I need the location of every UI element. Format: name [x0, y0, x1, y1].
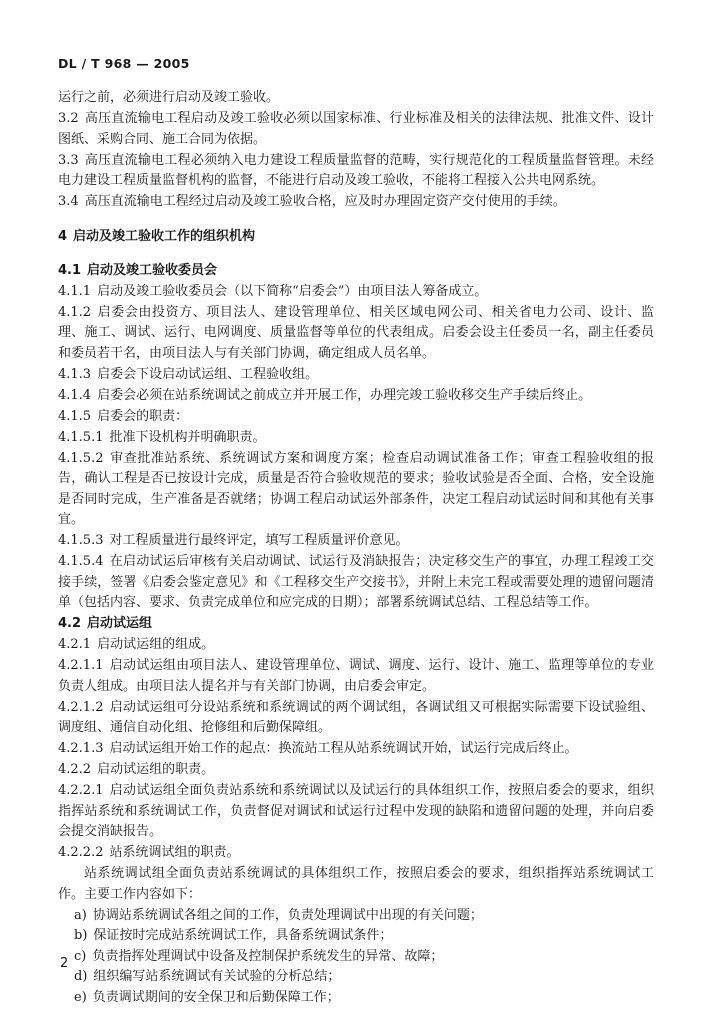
clause-number: 4.2.1.2	[58, 699, 104, 715]
clause-text: 启委会必须在站系统调试之前成立并开展工作，办理完竣工验收移交生产手续后终止。	[97, 387, 592, 403]
clause-text: 启动及竣工验收委员会	[87, 262, 218, 278]
list-item	[58, 926, 654, 947]
document-body	[58, 88, 654, 1008]
clause-number: 4.1.5.4	[58, 554, 104, 569]
clause-paragraph	[58, 656, 654, 697]
page-number: 2	[60, 956, 69, 971]
clause-text: 高压直流输电工程经过启动及竣工验收合格，应及时办理固定资产交付使用的手续。	[84, 194, 566, 209]
clause-number: 4.1	[58, 262, 82, 278]
clause-number: 4	[58, 228, 68, 244]
clause-number: c)	[74, 948, 87, 964]
clause-paragraph	[58, 635, 654, 656]
clause-number: 4.2.1.1	[58, 658, 104, 673]
clause-number: a)	[74, 907, 87, 923]
clause-number: 4.2.2	[58, 762, 92, 777]
clause-paragraph	[58, 864, 654, 905]
clause-paragraph	[58, 531, 654, 552]
clause-number: 3.4	[58, 194, 79, 209]
clause-number: 4.2.1.3	[58, 741, 104, 756]
clause-text: 启动试运组的职责。	[97, 762, 215, 777]
clause-number: 4.2.1	[58, 637, 92, 652]
clause-number: e)	[74, 989, 87, 1005]
clause-number: 4.1.3	[58, 366, 92, 382]
clause-text: 高压直流输电工程必须纳入电力建设工程质量监督的范畴，实行规范化的工程质量监督管理。未经电力建设工程质量监督机构的监督，不能进行启动及竣工验收，不能将工程接入公共电网系统。	[58, 152, 654, 188]
clause-text: 启委会下设启动试运组、工程验收组。	[97, 366, 319, 382]
clause-text: 负责指挥处理调试中设备及控制保护系统发生的异常、故障；	[92, 948, 444, 964]
clause-text: 启动及竣工验收工作的组织机构	[73, 228, 256, 244]
clause-text: 在启动试运后审核有关启动调试、试运行及消缺报告；决定移交生产的事宜，办理工程竣工交接手续，签署《启委会鉴定意见》和《工程移交生产交接书》，并附上未完工程或需要处理的遗留问题清单（包括内容、要求、负责完成单位和应完成的日期）；部署系统调试总结、工程总结等工作。	[58, 554, 654, 610]
clause-paragraph	[58, 428, 654, 449]
clause-text: 启动试运组的组成。	[97, 637, 215, 652]
clause-paragraph	[58, 552, 654, 614]
clause-number: 4.1.5	[58, 408, 92, 424]
list-item	[58, 906, 654, 927]
clause-text: 批准下设机构并明确职责。	[109, 429, 266, 445]
clause-paragraph	[58, 698, 654, 739]
clause-paragraph	[58, 282, 654, 303]
clause-text: 协调站系统调试各组之间的工作，负责处理调试中出现的有关问题；	[92, 907, 483, 923]
clause-number: 4.1.2	[58, 304, 92, 320]
clause-text: 组织编写站系统调试有关试验的分析总结；	[93, 969, 341, 984]
clause-number: d)	[74, 969, 88, 984]
clause-paragraph	[58, 192, 654, 213]
clause-text: 启委会由投资方、项目法人、建设管理单位、相关区域电网公司、相关省电力公司、设计、监理、施工、调试、运行、电网调度、质量监督等单位的代表组成。启委会设主任委员一名，副主任委员和委员若干名，由项目法人与有关部门协调，确定组成人员名单。	[58, 304, 654, 361]
clause-number: 4.2	[58, 616, 82, 631]
clause-paragraph	[58, 109, 654, 150]
clause-number: 4.1.5.2	[58, 450, 104, 466]
list-item	[58, 947, 654, 968]
clause-number: 4.2.2.1	[58, 783, 104, 798]
clause-text: 运行之前，必须进行启动及竣工验收。	[58, 90, 280, 105]
clause-text: 站系统调试组全面负责站系统调试的具体组织工作，按照启委会的要求，组织指挥站系统调试工作。主要工作内容如下：	[58, 866, 654, 902]
clause-number: 4.1.1	[58, 283, 92, 299]
clause-number: 3.3	[58, 152, 79, 168]
clause-paragraph	[58, 760, 654, 781]
section-heading	[58, 614, 654, 635]
clause-paragraph	[58, 843, 654, 864]
clause-number: 4.2.2.2	[58, 845, 104, 860]
clause-text: 启动试运组可分设站系统和系统调试的两个调试组，各调试组又可根据实际需要下设试验组、调度组、通信自动化组、抢修组和后勤保障组。	[58, 699, 654, 735]
clause-number: b)	[74, 928, 88, 943]
clause-text: 站系统调试组的职责。	[109, 845, 240, 860]
clause-paragraph	[58, 386, 654, 407]
clause-number: 4.1.4	[58, 387, 92, 403]
clause-paragraph	[58, 781, 654, 843]
clause-paragraph	[58, 449, 654, 531]
clause-number: 4.1.5.3	[58, 533, 104, 548]
clause-text: 启动试运组开始工作的起点：换流站工程从站系统调试开始，试运行完成后终止。	[109, 741, 578, 756]
list-item	[58, 967, 654, 988]
clause-text: 高压直流输电工程启动及竣工验收必须以国家标准、行业标准及相关的法律法规、批准文件、设计图纸、采购合同、施工合同为依据。	[58, 111, 654, 147]
clause-paragraph	[58, 365, 654, 386]
clause-number: 3.2	[58, 111, 79, 126]
clause-text: 启动及竣工验收委员会（以下简称“启委会”）由项目法人筹备成立。	[97, 283, 488, 299]
clause-text: 对工程质量进行最终评定，填写工程质量评价意见。	[109, 533, 409, 548]
clause-paragraph	[58, 88, 654, 109]
section-heading	[58, 227, 654, 247]
standard-header: DL / T 968 — 2005	[58, 56, 190, 71]
section-heading	[58, 261, 654, 282]
clause-paragraph	[58, 303, 654, 365]
clause-paragraph	[58, 407, 654, 428]
clause-text: 启动试运组由项目法人、建设管理单位、调试、调度、运行、设计、施工、监理等单位的专业负责人组成。由项目法人提名并与有关部门协调，由启委会审定。	[58, 658, 654, 694]
clause-text: 启动试运组全面负责站系统和系统调试以及试运行的具体组织工作，按照启委会的要求，组织指挥站系统和系统调试工作，负责督促对调试和试运行过程中发现的缺陷和遗留问题的处理，并向启委会提交消缺报告。	[58, 783, 654, 839]
clause-text: 启委会的职责：	[97, 408, 189, 424]
clause-text: 保证按时完成站系统调试工作，具备系统调试条件；	[93, 928, 393, 943]
clause-text: 负责调试期间的安全保卫和后勤保障工作；	[92, 989, 340, 1005]
clause-number: 4.1.5.1	[58, 429, 104, 445]
clause-text: 审查批准站系统、系统调试方案和调度方案；检查启动调试准备工作；审查工程验收组的报告，确认工程是否已按设计完成，质量是否符合验收规范的要求；验收试验是否全面、合格，安全设施是否同时完成，生产准备是否就绪；协调工程启动试运外部条件，决定工程启动试运时间和其他有关事宜。	[58, 450, 654, 527]
clause-paragraph	[58, 739, 654, 760]
clause-paragraph	[58, 151, 654, 192]
list-item	[58, 988, 654, 1009]
clause-text: 启动试运组	[87, 616, 153, 631]
